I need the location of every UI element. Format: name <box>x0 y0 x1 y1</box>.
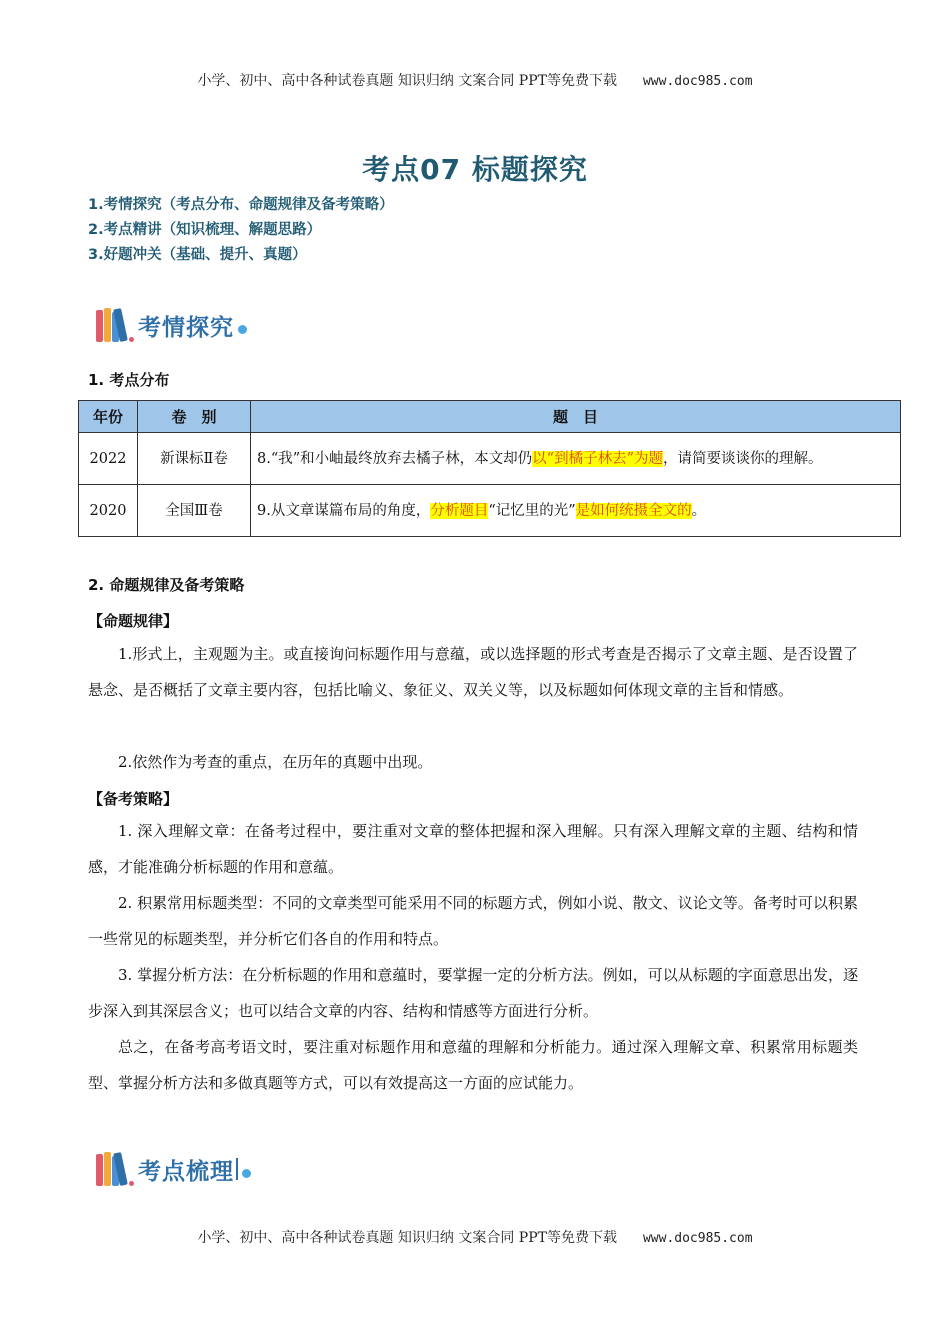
cell-question <box>251 485 901 537</box>
col-header-paper: 卷 别 <box>138 401 251 433</box>
header-text: 小学、初中、高中各种试卷真题 知识归纳 文案合同 PPT等免费下载 <box>197 73 617 89</box>
question-text: 9.从文章谋篇布局的角度， <box>257 502 431 519</box>
paragraph: 总之，在备考高考语文时，要注重对标题作用和意蕴的理解和分析能力。通过深入理解文章、积累常用标题类型、掌握分析方法和多做真题等方式，可以有效提高这一方面的应试能力。 <box>88 1038 858 1092</box>
col-header-year: 年份 <box>79 401 138 433</box>
toc-item: 3.好题冲关（基础、提升、真题） <box>88 247 307 263</box>
section-heading: 2. 命题规律及备考策略 <box>88 576 245 594</box>
badge-label: 考情探究 <box>138 314 234 341</box>
table-row <box>79 433 901 485</box>
page-title: 考点07 标题探究 <box>362 153 588 186</box>
toc-item: 2.考点精讲（知识梳理、解题思路） <box>88 222 322 238</box>
cell-year: 2022 <box>79 433 138 485</box>
strategy-label: 【备考策略】 <box>88 790 179 808</box>
question-text: 。 <box>691 502 707 519</box>
footer-site[interactable]: www.doc985.com <box>642 1231 753 1246</box>
table-row <box>79 485 901 537</box>
question-text: “记忆里的光” <box>488 502 576 519</box>
question-highlight: 以“到橘子林去”为题 <box>532 450 663 467</box>
page-header <box>0 70 950 90</box>
cell-question <box>251 433 901 485</box>
paragraph: 2. 积累常用标题类型：不同的文章类型可能采用不同的标题方式，例如小说、散文、议论文等。备考时可以积累一些常见的标题类型，并分析它们各自的作用和特点。 <box>88 894 858 948</box>
table-header-row <box>79 401 901 433</box>
question-text: ，请简要谈谈你的理解。 <box>663 450 823 467</box>
badge-label: 考点梳理 <box>138 1158 234 1185</box>
books-icon <box>96 308 134 342</box>
question-highlight: 是如何统摄全文的 <box>575 502 692 519</box>
col-header-question: 题 目 <box>251 401 901 433</box>
section-badge-knowledge <box>96 1152 251 1186</box>
section-heading: 1. 考点分布 <box>88 371 170 389</box>
text-cursor <box>236 1158 238 1180</box>
rules-label: 【命题规律】 <box>88 612 179 630</box>
footer-text: 小学、初中、高中各种试卷真题 知识归纳 文案合同 PPT等免费下载 <box>197 1230 617 1246</box>
paragraph: 1.形式上，主观题为主。或直接询问标题作用与意蕴，或以选择题的形式考查是否揭示了文章主题、是否设置了悬念、是否概括了文章主要内容，包括比喻义、象征义、双关义等，以及标题如何体现文章的主旨和情感。 <box>88 645 858 699</box>
cell-paper: 全国Ⅲ卷 <box>138 485 251 537</box>
paragraph: 2.依然作为考查的重点，在历年的真题中出现。 <box>118 753 433 771</box>
table-of-contents <box>88 193 394 268</box>
cell-year: 2020 <box>79 485 138 537</box>
toc-item: 1.考情探究（考点分布、命题规律及备考策略） <box>88 197 394 213</box>
question-highlight: 分析题目 <box>430 502 489 519</box>
section-badge-analysis <box>96 308 247 342</box>
paragraph: 1. 深入理解文章：在备考过程中，要注重对文章的整体把握和深入理解。只有深入理解文章的主题、结构和情感，才能准确分析标题的作用和意蕴。 <box>88 822 858 876</box>
books-icon <box>96 1152 134 1186</box>
dot-icon <box>242 1169 251 1178</box>
page-footer <box>0 1227 950 1247</box>
distribution-table <box>78 400 901 537</box>
cell-paper: 新课标Ⅱ卷 <box>138 433 251 485</box>
dot-icon <box>238 325 247 334</box>
header-site[interactable]: www.doc985.com <box>642 74 753 89</box>
question-text: 8.“我”和小岫最终放弃去橘子林，本文却仍 <box>257 450 533 467</box>
paragraph: 3. 掌握分析方法：在分析标题的作用和意蕴时，要掌握一定的分析方法。例如，可以从标题的字面意思出发，逐步深入到其深层含义；也可以结合文章的内容、结构和情感等方面进行分析。 <box>88 966 858 1020</box>
